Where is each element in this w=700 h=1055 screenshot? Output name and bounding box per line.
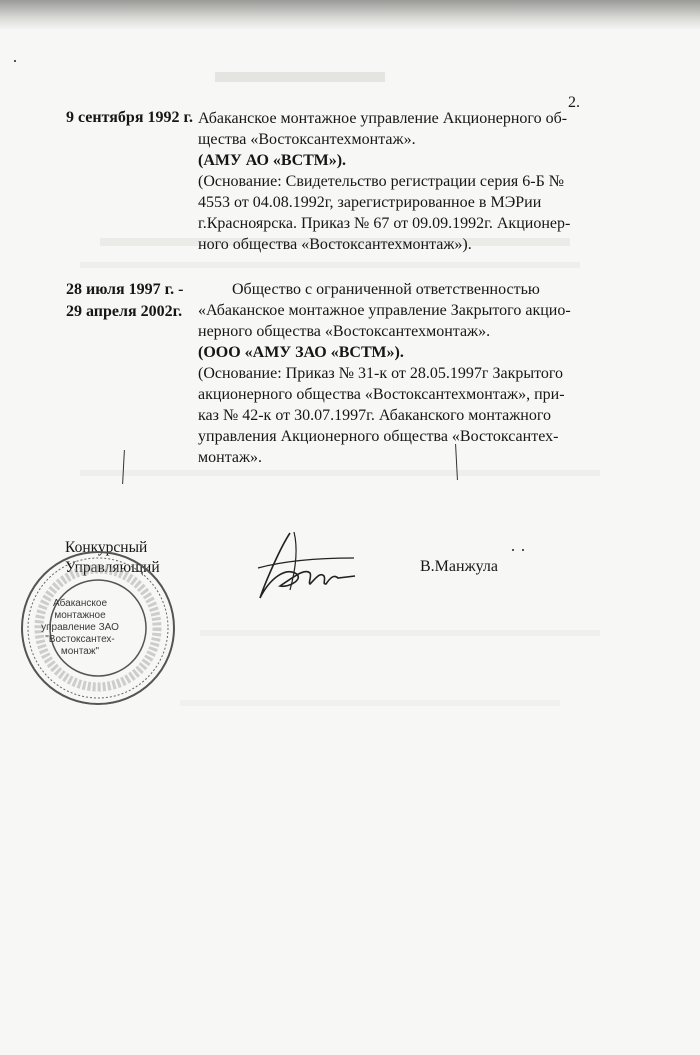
seal-line: Абаканское [52, 598, 108, 609]
title-line: Управляющий [65, 559, 160, 576]
seal-line: монтаж" [60, 646, 100, 657]
entry-text [198, 279, 586, 468]
handwritten-signature [250, 528, 360, 608]
basis-line: управления Акционерного общества «Востоксантех- [198, 428, 559, 445]
text-line: нерного общества «Востоксантехмонтаж». [198, 323, 491, 340]
text-line: «Абаканское монтажное управление Закрытого акцио- [198, 302, 571, 319]
signatory-name: В.Манжула [420, 558, 498, 575]
title-line: Конкурсный [65, 539, 148, 556]
seal-line: монтажное [54, 610, 106, 621]
basis-line: (Основание: Свидетельство регистрации серия 6-Б № [198, 173, 565, 190]
seal-text [40, 598, 120, 658]
date-line: 28 июля 1997 г. - [66, 281, 184, 298]
basis-line: акционерного общества «Востоксантехмонтаж», при- [198, 386, 565, 403]
text-line: Общество с ограниченной ответственностью [232, 281, 540, 298]
basis-line: ного общества «Востоксантехмонтаж»). [198, 236, 472, 253]
date-line: 29 апреля 2002г. [66, 303, 183, 320]
bleed-through [200, 630, 600, 636]
basis-line: (Основание: Приказ № 31-к от 28.05.1997г Закрытого [198, 365, 564, 382]
entry-date [66, 107, 193, 129]
scan-edge-shadow [0, 0, 700, 30]
bleed-through [80, 470, 600, 476]
entry-text [198, 108, 586, 255]
text-line: Абаканское монтажное управление Акционерного об- [198, 110, 568, 127]
entry-date [66, 279, 183, 323]
text-line: щества «Востоксантехмонтаж». [198, 131, 416, 148]
date-line: 9 сентября 1992 г. [66, 109, 193, 126]
scan-speck [512, 549, 514, 551]
basis-line: г.Красноярска. Приказ № 67 от 09.09.1992г. Акционер- [198, 215, 571, 232]
hand-mark [122, 450, 125, 484]
bleed-through [215, 72, 385, 82]
basis-line: 4553 от 04.08.1992г, зарегистрированное в МЭРии [198, 194, 542, 211]
bleed-through [180, 700, 560, 706]
bleed-through [80, 262, 580, 268]
scan-speck [14, 60, 16, 62]
basis-line: каз № 42-к от 30.07.1997г. Абаканского монтажного [198, 407, 552, 424]
entry-abbreviation: (ООО «АМУ ЗАО «ВСТМ»). [198, 344, 404, 361]
seal-line: "Востоксантех- [45, 634, 115, 645]
page-number: 2. [568, 94, 580, 111]
basis-line: монтаж». [198, 449, 263, 466]
entry-abbreviation: (АМУ АО «ВСТМ»). [198, 152, 347, 169]
seal-line: управление ЗАО [41, 622, 119, 633]
scan-speck [522, 549, 524, 551]
